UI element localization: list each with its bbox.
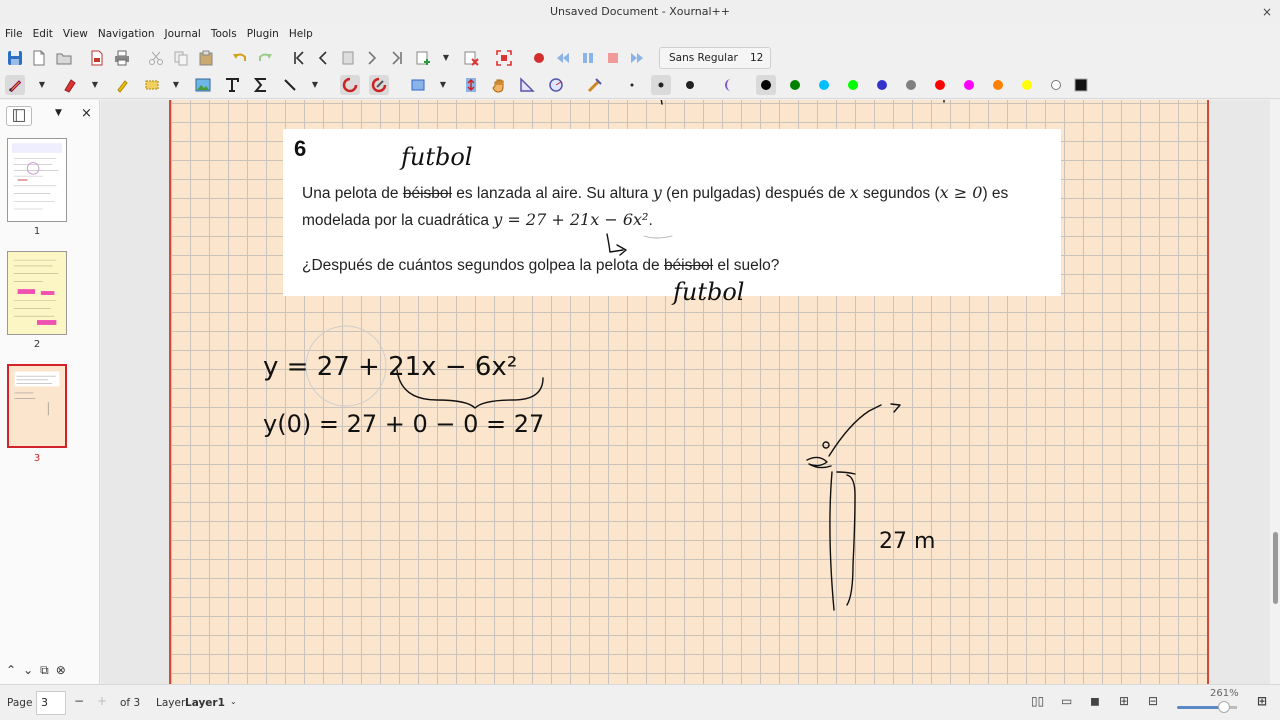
fast-forward-icon[interactable]: [627, 48, 647, 68]
page-label: Page: [7, 697, 33, 709]
record-icon[interactable]: [529, 48, 549, 68]
print-icon[interactable]: [112, 48, 132, 68]
pen-tool-icon[interactable]: [5, 75, 25, 95]
rectangle-dropdown[interactable]: ▼: [439, 80, 447, 89]
page-decrement-button[interactable]: −: [74, 694, 85, 708]
color-swatch[interactable]: [906, 80, 916, 90]
redo-icon[interactable]: [255, 48, 275, 68]
sidebar-footer: [0, 656, 100, 684]
layer-selector[interactable]: Layer1: [185, 697, 225, 709]
size-fine-icon[interactable]: [651, 75, 671, 95]
vertical-scrollbar[interactable]: [1270, 100, 1280, 684]
main-toolbar: [0, 44, 1280, 72]
dual-page-icon[interactable]: ▯▯: [1031, 694, 1045, 708]
snap-rotation-icon[interactable]: [369, 75, 389, 95]
paste-icon[interactable]: [196, 48, 216, 68]
select-tool-icon[interactable]: [142, 75, 162, 95]
menu-tools[interactable]: Tools: [210, 28, 237, 40]
page-thumbnail-1-label: 1: [33, 226, 41, 237]
page-preview-sidebar: [0, 100, 100, 684]
problem-text: ) es: [982, 185, 1009, 202]
text-tool-icon[interactable]: [222, 75, 242, 95]
menu-journal[interactable]: Journal: [164, 28, 201, 40]
shape-dropdown[interactable]: ▼: [311, 80, 319, 89]
color-swatch[interactable]: [1022, 80, 1032, 90]
menu-bar: [0, 24, 1280, 44]
color-swatch[interactable]: [964, 80, 974, 90]
shape-recognizer-icon[interactable]: [340, 75, 360, 95]
image-tool-icon[interactable]: [193, 75, 213, 95]
copy-icon[interactable]: [171, 48, 191, 68]
problem-text: Una pelota de: [302, 185, 403, 202]
page-delete-icon[interactable]: ⊗: [55, 663, 66, 677]
highlighter-tool-icon[interactable]: [112, 75, 132, 95]
last-page-icon[interactable]: [387, 48, 407, 68]
problem-text: segundos (: [858, 185, 940, 202]
font-size: 12: [750, 52, 764, 64]
eraser-tool-icon[interactable]: [59, 75, 79, 95]
zoom-slider-knob[interactable]: [1218, 701, 1230, 713]
page-thumbnail-2[interactable]: [7, 251, 67, 335]
color-swatch[interactable]: [993, 80, 1003, 90]
pause-icon[interactable]: [578, 48, 598, 68]
menu-view[interactable]: View: [62, 28, 88, 40]
page-number-input[interactable]: 3: [36, 691, 66, 715]
new-document-icon[interactable]: [29, 48, 49, 68]
eraser-dropdown[interactable]: ▼: [91, 80, 99, 89]
page-thumbnail-3[interactable]: [7, 364, 67, 448]
zoom-100-icon[interactable]: ◼: [1090, 694, 1100, 708]
zoom-out-icon[interactable]: ⊟: [1148, 694, 1159, 708]
custom-color-icon[interactable]: [1071, 75, 1091, 95]
window-titlebar: [0, 0, 1280, 24]
color-swatch[interactable]: [790, 80, 800, 90]
menu-file[interactable]: File: [5, 28, 23, 40]
problem-text: modelada por la cuadrática: [302, 212, 494, 229]
fill-color-icon[interactable]: [718, 75, 738, 95]
window-close-button[interactable]: ×: [1261, 5, 1272, 19]
compass-icon[interactable]: [546, 75, 566, 95]
problem-text: (en pulgadas) después de: [661, 185, 850, 202]
window-title: Unsaved Document - Xournal++: [550, 5, 730, 18]
font-selector[interactable]: [659, 47, 771, 69]
handwriting-equation-1: y = 27 + 21x − 6x²: [263, 352, 518, 382]
struck-word: béisbol: [663, 257, 714, 274]
sidebar-view-icon[interactable]: [6, 106, 32, 126]
layer-dropdown-icon[interactable]: ⌄: [230, 697, 237, 706]
color-black[interactable]: [756, 75, 776, 95]
sidebar-header: [0, 100, 99, 129]
math-var-y: y: [652, 183, 662, 202]
handwriting-futbol-bottom: futbol: [673, 278, 745, 306]
color-swatch: [761, 80, 771, 90]
page-count: of 3: [120, 697, 141, 709]
color-swatch[interactable]: [819, 80, 829, 90]
sidebar-dropdown-icon[interactable]: ▼: [55, 108, 62, 118]
page-thumbnail-2-label: 2: [33, 339, 41, 350]
font-name: Sans Regular: [669, 52, 738, 64]
menu-plugin[interactable]: Plugin: [246, 28, 279, 40]
color-swatch[interactable]: [1051, 80, 1061, 90]
zoom-in-icon[interactable]: ⊞: [1257, 694, 1268, 708]
color-swatch[interactable]: [848, 80, 858, 90]
ruler-tool-icon[interactable]: [280, 75, 300, 95]
math-var-x: x: [849, 183, 859, 202]
pen-dropdown[interactable]: ▼: [38, 80, 46, 89]
page-thumbnail-1[interactable]: [7, 138, 67, 222]
document-canvas[interactable]: [101, 100, 1270, 684]
previous-page-icon[interactable]: [313, 48, 333, 68]
problem-text: .: [648, 212, 653, 229]
page-increment-button[interactable]: +: [97, 694, 108, 708]
fullscreen-icon[interactable]: [494, 48, 514, 68]
floating-toolbox-icon[interactable]: [585, 75, 605, 95]
problem-text: el suelo?: [713, 257, 780, 274]
handwriting-height: 27 m: [879, 529, 936, 554]
page-move-down-icon[interactable]: ⌄: [23, 663, 34, 677]
vertical-space-icon[interactable]: [461, 75, 481, 95]
cut-icon[interactable]: [146, 48, 166, 68]
color-swatch[interactable]: [935, 80, 945, 90]
delete-page-icon[interactable]: [461, 48, 481, 68]
handwriting-equation-2: y(0) = 27 + 0 − 0 = 27: [263, 410, 545, 438]
problem-text: ¿Después de cuántos segundos golpea la pelota de: [302, 257, 664, 274]
goto-page-icon[interactable]: [338, 48, 358, 68]
insert-page-icon[interactable]: [413, 48, 433, 68]
stop-icon[interactable]: [603, 48, 623, 68]
rectangle-icon[interactable]: [408, 75, 428, 95]
tools-toolbar: [0, 71, 1280, 99]
page-thumbnail-3-label: 3: [33, 453, 41, 464]
presentation-mode-icon[interactable]: ▭: [1061, 694, 1073, 708]
select-dropdown[interactable]: ▼: [172, 80, 180, 89]
export-pdf-icon[interactable]: [87, 48, 107, 68]
problem-number: 6: [294, 136, 307, 161]
math-condition: x ≥ 0: [939, 183, 983, 202]
struck-word: béisbol: [402, 185, 452, 202]
page-copy-icon[interactable]: ⧉: [40, 662, 49, 677]
latex-tool-icon[interactable]: [251, 75, 271, 95]
menu-help[interactable]: Help: [288, 28, 313, 40]
insert-page-dropdown[interactable]: ▼: [442, 53, 450, 62]
zoom-fit-icon[interactable]: ⊞: [1119, 694, 1130, 708]
sidebar-close-icon[interactable]: ×: [81, 106, 92, 121]
problem-text: es lanzada al aire. Su altura: [451, 185, 653, 202]
page-move-up-icon[interactable]: ⌃: [6, 663, 17, 677]
save-icon[interactable]: [5, 48, 25, 68]
handwritten-ink-layer: [171, 100, 1211, 684]
rewind-icon[interactable]: [553, 48, 573, 68]
setsquare-icon[interactable]: [517, 75, 537, 95]
first-page-icon[interactable]: [289, 48, 309, 68]
handwriting-futbol-top: futbol: [401, 143, 473, 171]
hand-tool-icon[interactable]: [489, 75, 509, 95]
size-medium-icon[interactable]: [680, 75, 700, 95]
color-swatch[interactable]: [877, 80, 887, 90]
menu-navigation[interactable]: Navigation: [97, 28, 155, 40]
undo-icon[interactable]: [230, 48, 250, 68]
size-very-fine-icon[interactable]: [622, 75, 642, 95]
document-page[interactable]: [169, 100, 1209, 684]
layer-label: Layer: [156, 697, 186, 709]
math-equation: y = 27 + 21x − 6x²: [493, 210, 649, 229]
open-folder-icon[interactable]: [54, 48, 74, 68]
status-bar: [0, 684, 1280, 720]
next-page-icon[interactable]: [362, 48, 382, 68]
scrollbar-thumb[interactable]: [1273, 532, 1278, 604]
menu-edit[interactable]: Edit: [32, 28, 53, 40]
zoom-percentage: 261%: [1210, 688, 1239, 699]
